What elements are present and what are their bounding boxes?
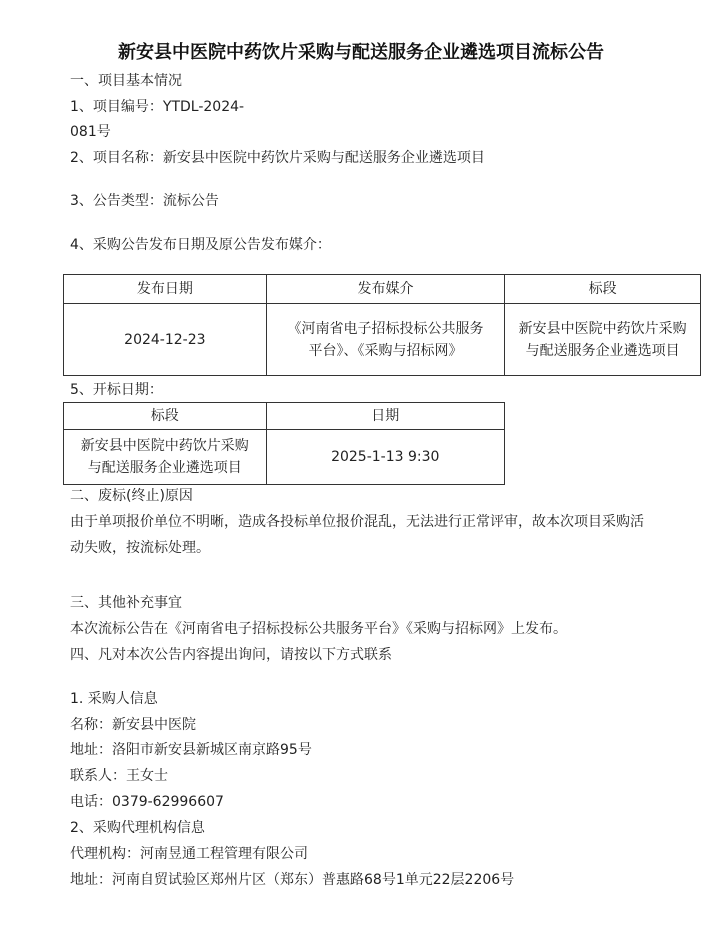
project-number-continuation: 081号 [70,124,111,140]
buyer-name: 名称：新安县中医院 [70,717,196,733]
section-cell [64,430,267,485]
header-date: 日期 [266,403,505,430]
buyer-contact: 联系人：王女士 [70,768,168,784]
buyer-info-heading: 1. 采购人信息 [70,691,158,707]
bid-opening-date-cell: 2025-1-13 9:30 [266,430,505,485]
publish-info-table [63,274,701,376]
section-line-2: 与配送服务企业遴选项目 [87,460,242,476]
publish-date-cell: 2024-12-23 [64,304,267,376]
section-line-2: 与配送服务企业遴选项目 [525,342,680,359]
buyer-address: 地址：洛阳市新安县新城区南京路95号 [70,742,312,758]
table-header-row [64,403,505,430]
publish-date-media-line: 4、采购公告发布日期及原公告发布媒介： [70,237,331,253]
publish-media-cell [266,304,505,376]
reason-text-line-1: 由于单项报价单位不明晰，造成各投标单位报价混乱，无法进行正常评审，故本次项目采购活 [70,514,644,530]
header-publish-date: 发布日期 [64,275,267,304]
announcement-type-line: 3、公告类型：流标公告 [70,193,219,209]
section-cell [505,304,701,376]
publish-media-line-2: 平台》、《采购与招标网》 [308,342,463,359]
publish-media-line-1: 《河南省电子招标投标公共服务 [287,320,484,337]
header-section: 标段 [64,403,267,430]
header-publish-media: 发布媒介 [266,275,505,304]
table-row [64,304,701,376]
project-name-line: 2、项目名称：新安县中医院中药饮片采购与配送服务企业遴选项目 [70,150,485,166]
project-number-line: 1、项目编号：YTDL-2024- [70,99,245,115]
agency-name: 代理机构：河南昱通工程管理有限公司 [70,846,308,862]
table-header-row [64,275,701,304]
bid-opening-date-line: 5、开标日期： [70,382,163,398]
buyer-phone: 电话：0379-62996607 [70,794,224,810]
section-heading-basic-info: 一、项目基本情况 [70,73,182,89]
agency-address: 地址：河南自贸试验区郑州片区（郑东）普惠路68号1单元22层2206号 [70,872,515,888]
section-line-1: 新安县中医院中药饮片采购 [518,320,687,337]
section-line-1: 新安县中医院中药饮片采购 [80,438,249,454]
page-title: 新安县中医院中药饮片采购与配送服务企业遴选项目流标公告 [118,42,604,63]
bid-opening-table [63,402,505,485]
section-heading-other: 三、其他补充事宜 [70,595,182,611]
agency-info-heading: 2、采购代理机构信息 [70,820,205,836]
reason-text-line-2: 动失败，按流标处理。 [70,540,210,556]
section-heading-reason: 二、废标(终止)原因 [70,488,193,504]
table-row [64,430,505,485]
other-text: 本次流标公告在《河南省电子招标投标公共服务平台》《采购与招标网》上发布。 [70,621,567,637]
header-section: 标段 [505,275,701,304]
section-heading-contact: 四、凡对本次公告内容提出询问，请按以下方式联系 [70,647,392,663]
